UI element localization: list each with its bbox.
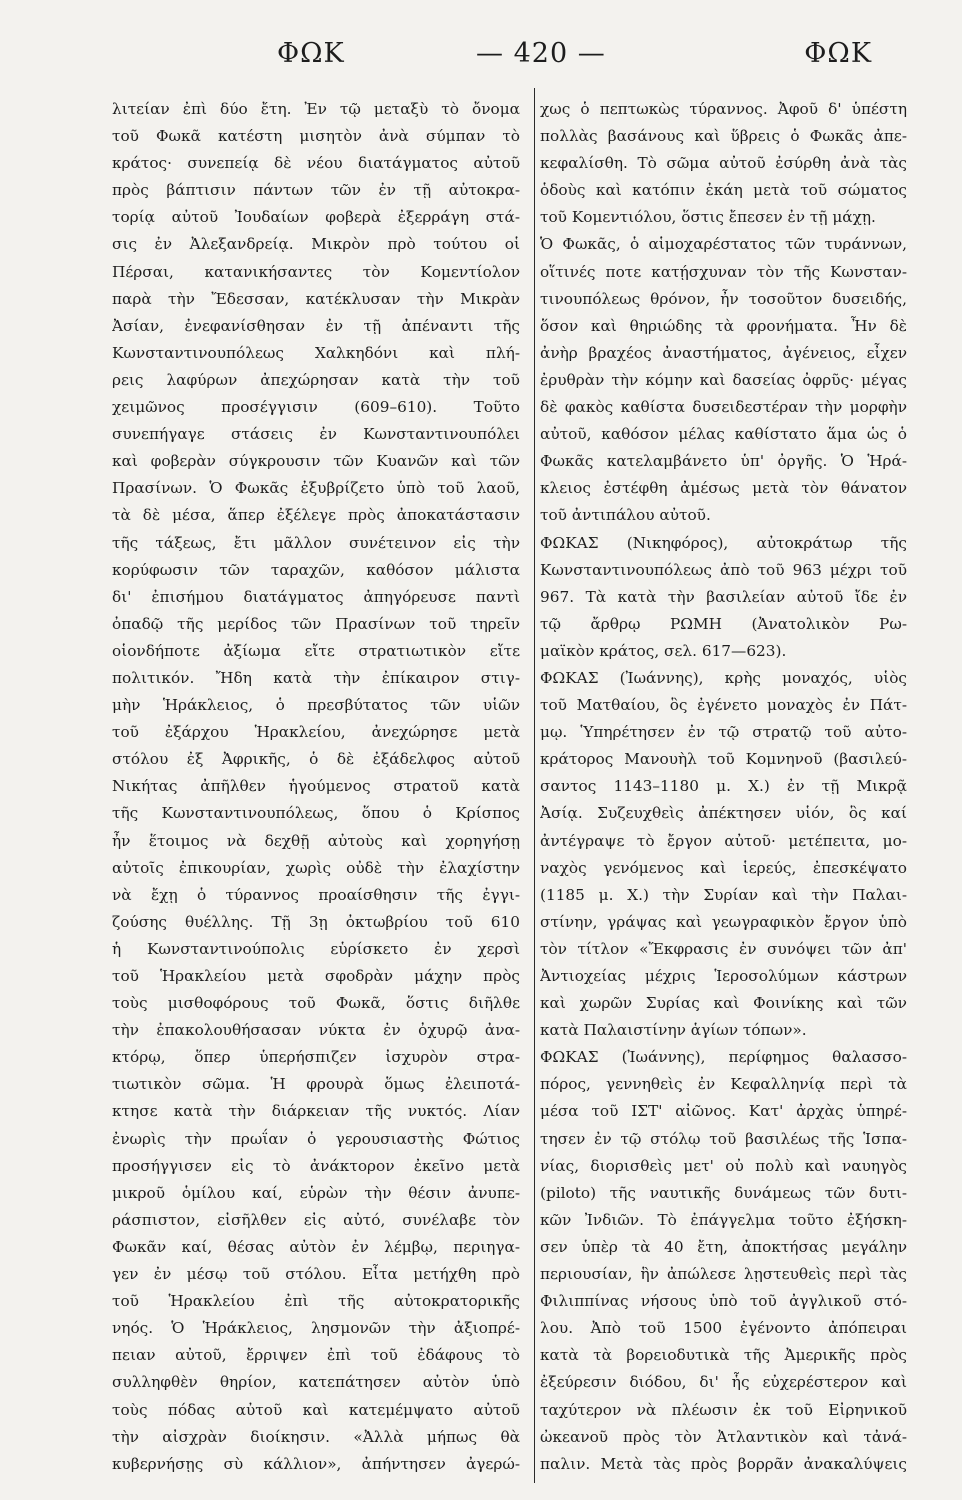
text-line: τοῦ Ματθαίου, ὃς ἐγένετο μοναχὸς ἐν Πάτ- — [540, 696, 907, 715]
text-line: συνεπήγαγε στάσεις ἐν Κωνσταντινουπόλει — [112, 425, 520, 444]
text-line: Ἀσίαν, ἐνεφανίσθησαν ἐν τῇ ἀπέναντι τῆς — [112, 316, 520, 335]
text-line: Πέρσαι, κατανικήσαντες τὸν Κομεντίολον — [112, 262, 520, 281]
text-line: Ὁ Φωκᾶς, ὁ αἱμοχαρέστατος τῶν τυράννων, — [540, 235, 907, 254]
text-line: ΦΩΚΑΣ (Ἰωάννης), κρὴς μοναχός, υἱὸς — [540, 668, 907, 687]
text-line: νὰ ἔχῃ ὁ τύραννος προαίσθησιν τῆς ἐγγι- — [112, 885, 520, 904]
text-line: τῆς τάξεως, ἔτι μᾶλλον συνέτεινον εἰς τὴν — [112, 533, 520, 552]
text-line: παλιν. Μετὰ τὰς πρὸς βορρᾶν ἀνακαλύψεις — [540, 1454, 907, 1473]
text-line: κλειος ἐστέφθη ἀμέσως μετὰ τὸν θάνατον — [540, 479, 907, 498]
text-line: κῶν Ἰνδιῶν. Τὸ ἐπάγγελμα τοῦτο ἐξήσκη- — [540, 1210, 907, 1229]
running-header — [112, 38, 872, 78]
text-line: ἐξεύρεσιν διόδου, δι' ἧς εὐχερέστερον καὶ — [540, 1373, 907, 1392]
text-line: τησεν ἐν τῷ στόλῳ τοῦ βασιλέως τῆς Ἱσπα- — [540, 1129, 907, 1148]
text-line: λου. Ἀπὸ τοῦ 1500 ἐγένοντο ἀπόπειραι — [540, 1319, 907, 1338]
text-line: τὸν τίτλον «Ἔκφρασις ἐν συνόψει τῶν ἀπ' — [540, 939, 907, 958]
text-line: κυβερνήσῃς σὺ κάλλιον», ἀπήντησεν ἀγερώ- — [112, 1454, 520, 1473]
header-left-word: ΦΩΚ — [277, 38, 345, 69]
text-line: νηός. Ὁ Ἡράκλειος, λησμονῶν τὴν ἀξιοπρέ- — [112, 1319, 520, 1338]
text-line: συλληφθὲν θηρίον, κατεπάτησεν αὐτὸν ὑπὸ — [112, 1373, 520, 1392]
text-line: (piloto) τῆς ναυτικῆς δυνάμεως τῶν δυτι- — [540, 1183, 907, 1202]
text-line: μὴν Ἡράκλειος, ὁ πρεσβύτατος τῶν υἱῶν — [112, 696, 520, 715]
text-line: πρὸς βάπτισιν πάντων τῶν ἐν τῇ αὐτοκρα- — [112, 181, 520, 200]
text-line: τινουπόλεως θρόνον, ἦν τοσοῦτον δυσειδής, — [540, 289, 907, 308]
text-line: μέσα τοῦ ΙΣΤ' αἰῶνος. Κατ' ἀρχὰς ὑπηρέ- — [540, 1102, 907, 1121]
text-line: κατὰ τὰ βορειοδυτικὰ τῆς Ἀμερικῆς πρὸς — [540, 1346, 907, 1365]
text-line: χως ὁ πεπτωκὼς τύραννος. Ἀφοῦ δ' ὑπέστη — [540, 100, 907, 118]
text-line: αὐτοῖς ἐπικουρίαν, χωρὶς οὐδὲ τὴν ἐλαχίστην — [112, 858, 520, 877]
text-line: οἵτινές ποτε κατῄσχυναν τὸν τῆς Κωνσταν- — [540, 262, 907, 281]
text-line: ἐνωρὶς τὴν πρωΐαν ὁ γερουσιαστὴς Φώτιος — [112, 1129, 520, 1148]
text-line: τοῦ Φωκᾶ κατέστη μισητὸν ἀνὰ σύμπαν τὸ — [112, 127, 520, 146]
text-line: προσήγγισεν εἰς τὸ ἀνάκτορον ἐκεῖνο μετὰ — [112, 1156, 520, 1175]
text-line: πολιτικόν. Ἤδη κατὰ τὴν ἐπίκαιρον στιγ- — [112, 668, 520, 687]
text-line: καὶ φοβερὰν σύγκρουσιν τῶν Κυανῶν καὶ τῶν — [112, 452, 520, 471]
right-column — [540, 96, 907, 1478]
left-column — [112, 96, 520, 1478]
page-number: — 420 — — [476, 38, 606, 69]
text-line: πόρος, γεννηθεὶς ἐν Κεφαλληνίᾳ περὶ τὰ — [540, 1075, 907, 1094]
text-line: τορίᾳ αὐτοῦ Ἰουδαίων φοβερὰ ἐξερράγη στά- — [112, 208, 520, 227]
text-line: πειαν αὐτοῦ, ἔρριψεν ἐπὶ τοῦ ἐδάφους τὸ — [112, 1346, 520, 1365]
text-line: κτόρῳ, ὅπερ ὑπερήσπιζεν ἰσχυρὸν στρα- — [112, 1048, 520, 1067]
text-line: σεν ὑπὲρ τὰ 40 ἔτη, ἀποκτήσας μεγάλην — [540, 1237, 907, 1256]
text-line: τὴν ἐπακολουθήσασαν νύκτα ἐν ὀχυρῷ ἀνα- — [112, 1021, 520, 1040]
text-line: τοῦ ἐξάρχου Ἡρακλείου, ἀνεχώρησε μετὰ — [112, 723, 520, 742]
text-line: τὰ δὲ μέσα, ἅπερ ἐξέλεγε πρὸς ἀποκατάστασιν — [112, 506, 520, 525]
text-line: τοῦ Ἡρακλείου μετὰ σφοδρὰν μάχην πρὸς — [112, 967, 520, 985]
text-line: κορύφωσιν τῶν ταραχῶν, καθόσον μάλιστα — [112, 560, 520, 579]
header-right-word: ΦΩΚ — [804, 38, 872, 69]
text-line: χειμῶνος προσέγγισιν (609–610). Τοῦτο — [112, 398, 520, 417]
text-line: τῆς Κωνσταντινουπόλεως, ὅπου ὁ Κρίσπος — [112, 804, 520, 823]
text-line: ταχύτερον νὰ πλέωσιν ἐκ τοῦ Εἰρηνικοῦ — [540, 1400, 907, 1419]
text-line: ράσπιστον, εἰσῆλθεν εἰς αὐτό, συνέλαβε τὸν — [112, 1210, 520, 1229]
text-line: 967. Τὰ κατὰ τὴν βασιλείαν αὐτοῦ ἴδε ἐν — [540, 587, 907, 606]
text-line: Πρασίνων. Ὁ Φωκᾶς ἐξυβρίζετο ὑπὸ τοῦ λαοῦ, — [112, 479, 520, 498]
text-line: τοῦ Ἡρακλείου ἐπὶ τῆς αὐτοκρατορικῆς — [112, 1292, 520, 1311]
text-line: κράτος· συνεπείᾳ δὲ νέου διατάγματος αὐτοῦ — [112, 154, 520, 173]
text-line: ρεις λαφύρων ἀπεχώρησαν κατὰ τὴν τοῦ — [112, 370, 520, 389]
text-line: τοὺς πόδας αὐτοῦ καὶ κατεμέμψατο αὐτοῦ — [112, 1400, 520, 1419]
text-line: τοῦ ἀντιπάλου αὐτοῦ. — [540, 506, 711, 525]
text-line: κεφαλίσθη. Τὸ σῶμα αὐτοῦ ἐσύρθη ἀνὰ τὰς — [540, 154, 907, 173]
text-line: καὶ χωρῶν Συρίας καὶ Φοινίκης καὶ τῶν — [540, 994, 907, 1013]
text-line: ὅσον καὶ θηριώδης τὰ φρονήματα. Ἦν δὲ — [540, 316, 907, 335]
text-line: Φιλιππίνας νήσους ὑπὸ τοῦ ἀγγλικοῦ στό- — [540, 1292, 907, 1311]
text-line: μαϊκὸν κράτος, σελ. 617—623). — [540, 641, 787, 660]
text-line: παρὰ τὴν Ἔδεσσαν, κατέκλυσαν τὴν Μικρὰν — [112, 289, 520, 308]
text-line: ἀντέγραψε τὸ ἔργον αὐτοῦ· μετέπειτα, μο- — [540, 831, 907, 850]
text-line: σις ἐν Ἀλεξανδρείᾳ. Μικρὸν πρὸ τούτου οἱ — [112, 235, 520, 254]
text-line: τιωτικὸν σῶμα. Ἡ φρουρὰ ὅμως ἐλειποτά- — [112, 1075, 520, 1094]
text-line: Ἀντιοχείας μέχρις Ἱεροσολύμων κάστρων — [540, 967, 907, 985]
text-line: Νικήτας ἀπῆλθεν ἡγούμενος στρατοῦ κατὰ — [112, 777, 520, 796]
text-line: Κωνσταντινουπόλεως ἀπὸ τοῦ 963 μέχρι τοῦ — [540, 560, 907, 579]
text-line: γεν ἐν μέσῳ τοῦ στόλου. Εἶτα μετήχθη πρὸ — [112, 1265, 520, 1284]
text-line: κατὰ Παλαιστίνην ἁγίων τόπων». — [540, 1021, 807, 1040]
text-line: αὐτοῦ, καθόσον μέλας καθίστατο ἅμα ὡς ὁ — [540, 425, 907, 444]
text-line: ἡ Κωνσταντινούπολις εὑρίσκετο ἐν χερσὶ — [112, 939, 520, 958]
text-line: στίνην, γράψας καὶ γεωγραφικὸν ἔργον ὑπὸ — [540, 912, 907, 931]
text-line: ΦΩΚΑΣ (Νικηφόρος), αὐτοκράτωρ τῆς — [540, 533, 907, 552]
text-line: τοῦ Κομεντιόλου, ὅστις ἔπεσεν ἐν τῇ μάχῃ. — [540, 208, 876, 227]
text-line: οἱονδήποτε ἀξίωμα εἴτε στρατιωτικὸν εἴτε — [112, 641, 520, 660]
text-line: δὲ φακὸς καθίστα δυσειδεστέραν τὴν μορφὴν — [540, 398, 907, 417]
text-line: Φωκᾶν καί, θέσας αὐτὸν ἐν λέμβῳ, περιηγα- — [112, 1237, 520, 1256]
text-line: Φωκᾶς κατελαμβάνετο ὑπ' ὀργῆς. Ὁ Ἡρά- — [540, 452, 907, 471]
text-line: πολλὰς βασάνους καὶ ὕβρεις ὁ Φωκᾶς ἀπε- — [540, 127, 907, 146]
text-line: περιουσίαν, ἣν ἀπώλεσε λῃστευθεὶς περὶ τὰς — [540, 1265, 907, 1284]
text-line: (1185 μ. Χ.) τὴν Συρίαν καὶ τὴν Παλαι- — [540, 885, 907, 904]
text-line: δι' ἐπισήμου διατάγματος ἀπηγόρευσε παντὶ — [112, 587, 520, 606]
text-line: ὀπαδῷ τῆς μερίδος τῶν Πρασίνων τοῦ τηρεῖν — [112, 614, 520, 633]
text-line: ὁδοὺς καὶ κατόπιν ἐκάη μετὰ τοῦ σώματος — [540, 181, 907, 200]
text-line: μῳ. Ὑπηρέτησεν ἐν τῷ στρατῷ τοῦ αὐτο- — [540, 723, 907, 742]
text-line: ὠκεανοῦ πρὸς τὸν Ἀτλαντικὸν καὶ τἀνά- — [540, 1427, 907, 1446]
text-line: ζούσης θυέλλης. Τῇ 3ῃ ὀκτωβρίου τοῦ 610 — [112, 912, 520, 931]
text-line: ναχὸς γενόμενος καὶ ἱερεύς, ἐπεσκέψατο — [540, 858, 907, 877]
text-line: νίας, διορισθεὶς μετ' οὐ πολὺ καὶ ναυηγὸς — [540, 1156, 907, 1175]
text-line: μικροῦ ὁμίλου καί, εὑρὼν τὴν θέσιν ἀνυπε- — [112, 1183, 520, 1202]
text-line: τοὺς μισθοφόρους τοῦ Φωκᾶ, ὅστις διῆλθε — [112, 994, 520, 1013]
text-line: Ἀσίᾳ. Συζευχθεὶς ἀπέκτησεν υἱόν, ὃς καί — [540, 804, 907, 823]
text-line: κτησε κατὰ τὴν διάρκειαν τῆς νυκτός. Λίαν — [112, 1102, 520, 1121]
text-line: λιτείαν ἐπὶ δύο ἔτη. Ἐν τῷ μεταξὺ τὸ ὄνομα — [112, 100, 520, 118]
text-line: κράτορος Μανουὴλ τοῦ Κομνηνοῦ (βασιλεύ- — [540, 750, 907, 769]
text-line: ἀνὴρ βραχέος ἀναστήματος, ἀγένειος, εἶχεν — [540, 343, 907, 362]
text-line: τὴν αἰσχρὰν διοίκησιν. «Ἀλλὰ μήπως θὰ — [112, 1427, 520, 1446]
text-line: Κωνσταντινουπόλεως Χαλκηδόνι καὶ πλή- — [112, 343, 520, 362]
column-divider — [534, 88, 535, 1483]
text-line: ἐρυθρὰν τὴν κόμην καὶ δασείας ὀφρῦς· μέγας — [540, 370, 907, 389]
text-line: ΦΩΚΑΣ (Ἰωάννης), περίφημος θαλασσο- — [540, 1048, 907, 1067]
text-line: σαντος 1143–1180 μ. Χ.) ἐν τῇ Μικρᾷ — [540, 777, 907, 796]
text-line: τῷ ἄρθρῳ ΡΩΜΗ (Ἀνατολικὸν Ρω- — [540, 614, 907, 633]
text-line: ἦν ἕτοιμος νὰ δεχθῇ αὐτοὺς καὶ χορηγήσῃ — [112, 831, 520, 850]
text-line: στόλου ἐξ Ἀφρικῆς, ὁ δὲ ἐξάδελφος αὐτοῦ — [112, 750, 520, 769]
